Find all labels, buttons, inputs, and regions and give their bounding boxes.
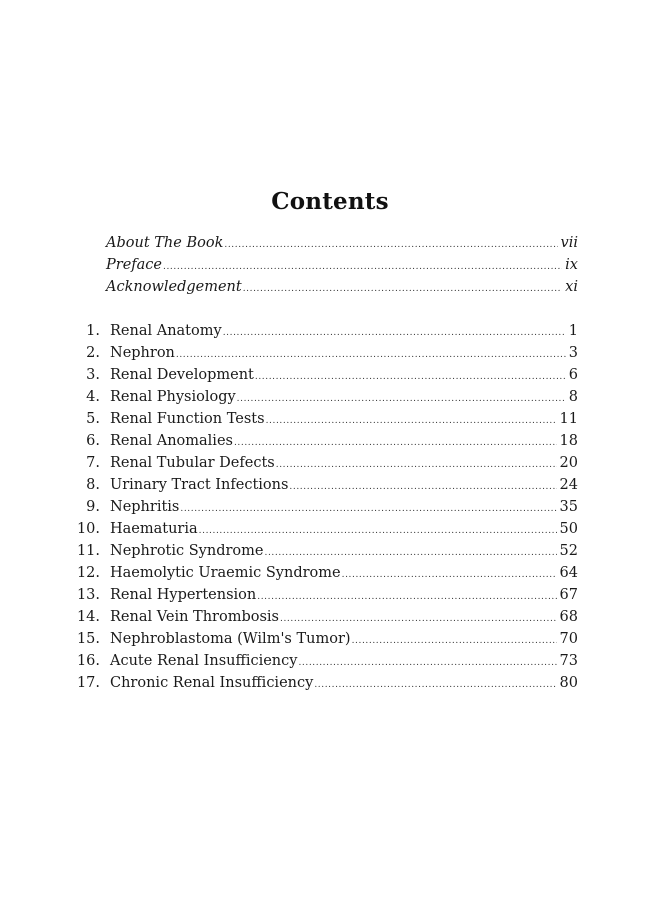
chapter-page: 20 xyxy=(559,455,578,471)
chapter-entry xyxy=(0,562,660,584)
dot-leader xyxy=(237,388,566,410)
dot-leader xyxy=(264,542,556,564)
chapter-entry xyxy=(0,496,660,518)
chapter-page: 73 xyxy=(559,653,578,669)
entry-page: xi xyxy=(565,279,578,295)
dot-leader xyxy=(314,674,556,696)
chapter-title: Renal Anatomy xyxy=(110,323,222,339)
chapter-entry xyxy=(0,452,660,474)
chapter-title: Nephron xyxy=(110,345,175,361)
chapter-title: Haematuria xyxy=(110,521,198,537)
chapter-page: 1 xyxy=(568,323,578,339)
chapter-entry xyxy=(0,650,660,672)
chapter-number: 13. xyxy=(76,587,100,603)
front-matter-entry xyxy=(0,232,660,254)
chapter-number: 11. xyxy=(76,543,100,559)
chapter-page: 6 xyxy=(568,367,578,383)
chapter-page: 80 xyxy=(559,675,578,691)
chapter-number: 7. xyxy=(86,455,100,471)
dot-leader xyxy=(342,564,557,586)
entry-title: Preface xyxy=(106,257,162,273)
chapter-title: Renal Hypertension xyxy=(110,587,257,603)
chapter-number: 10. xyxy=(76,521,100,537)
chapter-page: 11 xyxy=(559,411,578,427)
chapter-title: Acute Renal Insufficiency xyxy=(110,653,298,669)
chapter-title: Renal Anomalies xyxy=(110,433,233,449)
dot-leader xyxy=(266,410,557,432)
chapter-entry xyxy=(0,408,660,430)
chapter-title: Nephrotic Syndrome xyxy=(110,543,264,559)
chapter-entry xyxy=(0,606,660,628)
chapter-entry xyxy=(0,386,660,408)
page-title: Contents xyxy=(271,188,389,215)
chapter-number: 4. xyxy=(86,389,100,405)
dot-leader xyxy=(180,498,556,520)
dot-leader xyxy=(298,652,556,674)
chapter-title: Renal Function Tests xyxy=(110,411,265,427)
chapter-page: 50 xyxy=(559,521,578,537)
chapter-page: 3 xyxy=(568,345,578,361)
chapter-entry xyxy=(0,320,660,342)
chapter-number: 14. xyxy=(76,609,100,625)
chapter-page: 67 xyxy=(559,587,578,603)
chapter-title: Renal Tubular Defects xyxy=(110,455,275,471)
chapter-page: 52 xyxy=(559,543,578,559)
dot-leader xyxy=(163,256,562,278)
chapter-number: 12. xyxy=(76,565,100,581)
chapter-number: 15. xyxy=(76,631,100,647)
chapter-number: 2. xyxy=(86,345,100,361)
chapter-entry xyxy=(0,518,660,540)
chapter-title: Urinary Tract Infections xyxy=(110,477,289,493)
chapter-page: 8 xyxy=(568,389,578,405)
entry-title: About The Book xyxy=(106,235,224,251)
dot-leader xyxy=(255,366,566,388)
dot-leader xyxy=(223,322,566,344)
chapter-entry xyxy=(0,584,660,606)
chapter-number: 5. xyxy=(86,411,100,427)
chapter-page: 24 xyxy=(559,477,578,493)
chapter-entry xyxy=(0,342,660,364)
chapter-title: Renal Development xyxy=(110,367,254,383)
chapter-title: Renal Vein Thrombosis xyxy=(110,609,279,625)
chapter-title: Nephroblastoma (Wilm's Tumor) xyxy=(110,631,351,647)
dot-leader xyxy=(289,476,556,498)
entry-page: vii xyxy=(560,235,578,251)
chapter-number: 6. xyxy=(86,433,100,449)
chapter-number: 3. xyxy=(86,367,100,383)
chapter-page: 68 xyxy=(559,609,578,625)
chapter-title: Haemolytic Uraemic Syndrome xyxy=(110,565,341,581)
chapter-number: 17. xyxy=(76,675,100,691)
dot-leader xyxy=(234,432,557,454)
chapter-page: 35 xyxy=(559,499,578,515)
chapter-entry xyxy=(0,540,660,562)
front-matter-entry xyxy=(0,276,660,298)
entry-page: ix xyxy=(565,257,578,273)
chapter-title: Chronic Renal Insufficiency xyxy=(110,675,314,691)
chapter-page: 70 xyxy=(559,631,578,647)
dot-leader xyxy=(176,344,566,366)
dot-leader xyxy=(257,586,556,608)
dot-leader xyxy=(276,454,557,476)
dot-leader xyxy=(280,608,557,630)
chapter-number: 16. xyxy=(76,653,100,669)
chapter-number: 1. xyxy=(86,323,100,339)
chapter-title: Nephritis xyxy=(110,499,180,515)
dot-leader xyxy=(224,234,557,256)
chapter-page: 64 xyxy=(559,565,578,581)
chapter-page: 18 xyxy=(559,433,578,449)
chapter-entry xyxy=(0,474,660,496)
dot-leader xyxy=(352,630,557,652)
chapter-entry xyxy=(0,672,660,694)
dot-leader xyxy=(243,278,562,300)
chapter-entry xyxy=(0,430,660,452)
chapter-entry xyxy=(0,628,660,650)
front-matter-entry xyxy=(0,254,660,276)
entry-title: Acknowledgement xyxy=(106,279,242,295)
dot-leader xyxy=(199,520,557,542)
chapter-number: 8. xyxy=(86,477,100,493)
chapter-number: 9. xyxy=(86,499,100,515)
chapter-title: Renal Physiology xyxy=(110,389,236,405)
chapter-entry xyxy=(0,364,660,386)
